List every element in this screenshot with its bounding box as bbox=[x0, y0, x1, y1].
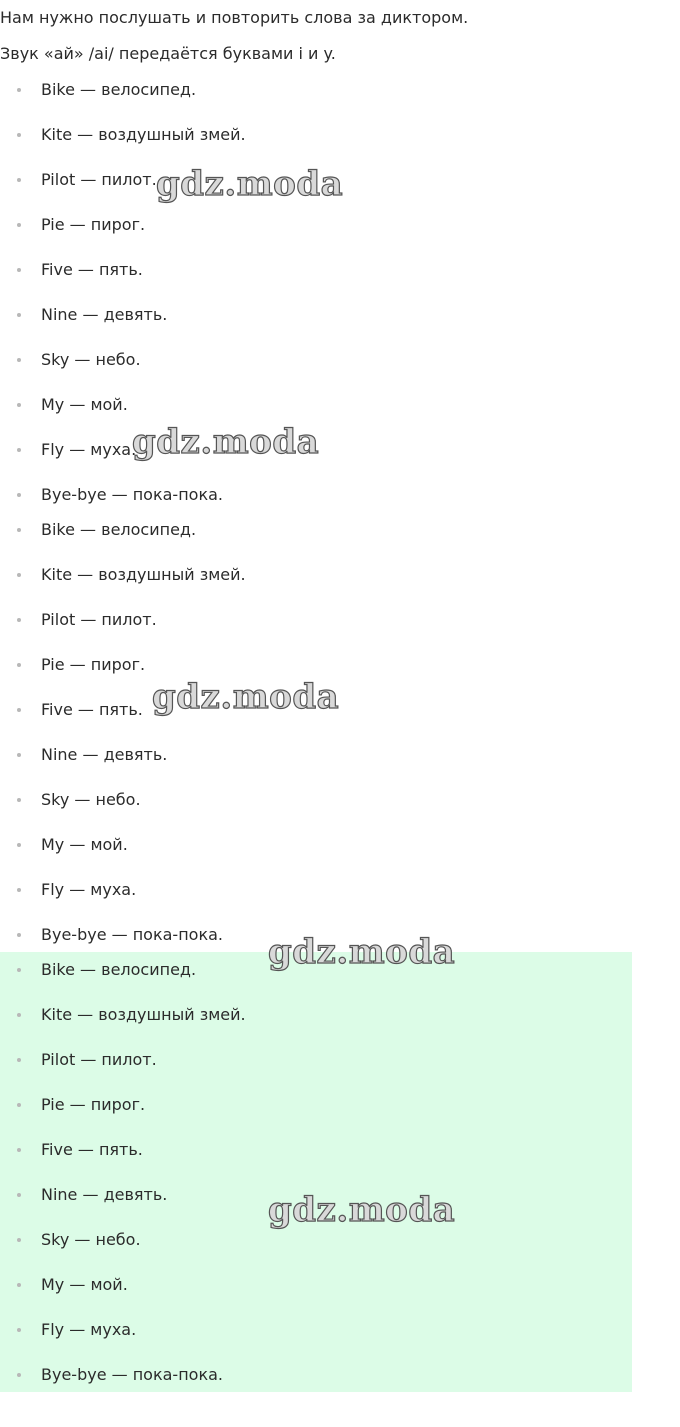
list-item-text: Bye-bye — пока-пока. bbox=[41, 1365, 223, 1384]
list-item-text: Fly — муха. bbox=[41, 1320, 137, 1339]
list-item-text: Bye-bye — пока-пока. bbox=[41, 925, 223, 944]
list-item-text: Pie — пирог. bbox=[41, 655, 146, 674]
list-item-text: Nine — девять. bbox=[41, 1185, 168, 1204]
list-item-text: Pilot — пилот. bbox=[41, 610, 157, 629]
list-item-text: Bike — велосипед. bbox=[41, 960, 197, 979]
bullet-icon bbox=[17, 1058, 21, 1062]
watermark-logo: gdz.moda bbox=[132, 422, 320, 462]
bullet-icon bbox=[17, 133, 21, 137]
bullet-icon bbox=[17, 358, 21, 362]
bullet-icon bbox=[17, 313, 21, 317]
list-item-text: Pilot — пилот. bbox=[41, 1050, 157, 1069]
list-item-text: Pilot — пилот. bbox=[41, 170, 157, 189]
bullet-icon bbox=[17, 528, 21, 532]
bullet-icon bbox=[17, 753, 21, 757]
list-item-text: Fly — муха. bbox=[41, 440, 137, 459]
list-item-text: Pie — пирог. bbox=[41, 215, 146, 234]
bullet-icon bbox=[17, 1283, 21, 1287]
bullet-icon bbox=[17, 88, 21, 92]
bullet-icon bbox=[17, 663, 21, 667]
list-item-text: Bike — велосипед. bbox=[41, 520, 197, 539]
bullet-icon bbox=[17, 708, 21, 712]
list-item-text: Fly — муха. bbox=[41, 880, 137, 899]
list-item-text: My — мой. bbox=[41, 395, 128, 414]
bullet-icon bbox=[17, 1148, 21, 1152]
list-item-text: Five — пять. bbox=[41, 700, 143, 719]
bullet-icon bbox=[17, 1328, 21, 1332]
list-item-text: Five — пять. bbox=[41, 1140, 143, 1159]
list-item-text: My — мой. bbox=[41, 1275, 128, 1294]
list-item-text: Sky — небо. bbox=[41, 350, 141, 369]
bullet-icon bbox=[17, 1373, 21, 1377]
bullet-icon bbox=[17, 1013, 21, 1017]
bullet-icon bbox=[17, 618, 21, 622]
watermark-logo: gdz.moda bbox=[152, 677, 340, 717]
list-item-text: Nine — девять. bbox=[41, 305, 168, 324]
bullet-icon bbox=[17, 268, 21, 272]
bullet-icon bbox=[17, 798, 21, 802]
bullet-icon bbox=[17, 1193, 21, 1197]
watermark-logo: gdz.moda bbox=[156, 164, 344, 204]
list-item-text: Kite — воздушный змей. bbox=[41, 565, 246, 584]
bullet-icon bbox=[17, 403, 21, 407]
intro-instruction: Нам нужно послушать и повторить слова за диктором. bbox=[0, 8, 469, 27]
list-item-text: Sky — небо. bbox=[41, 790, 141, 809]
bullet-icon bbox=[17, 493, 21, 497]
bullet-icon bbox=[17, 448, 21, 452]
list-item-text: My — мой. bbox=[41, 835, 128, 854]
bullet-icon bbox=[17, 888, 21, 892]
list-item-text: Bike — велосипед. bbox=[41, 80, 197, 99]
intro-sound-rule: Звук «ай» /ai/ передаётся буквами i и y. bbox=[0, 44, 336, 63]
watermark-logo: gdz.moda bbox=[268, 932, 456, 972]
list-item-text: Sky — небо. bbox=[41, 1230, 141, 1249]
bullet-icon bbox=[17, 223, 21, 227]
bullet-icon bbox=[17, 1103, 21, 1107]
list-item-text: Nine — девять. bbox=[41, 745, 168, 764]
watermark-logo: gdz.moda bbox=[268, 1190, 456, 1230]
bullet-icon bbox=[17, 573, 21, 577]
list-item-text: Kite — воздушный змей. bbox=[41, 125, 246, 144]
list-item-text: Bye-bye — пока-пока. bbox=[41, 485, 223, 504]
list-item-text: Pie — пирог. bbox=[41, 1095, 146, 1114]
bullet-icon bbox=[17, 843, 21, 847]
list-item-text: Kite — воздушный змей. bbox=[41, 1005, 246, 1024]
bullet-icon bbox=[17, 968, 21, 972]
bullet-icon bbox=[17, 1238, 21, 1242]
bullet-icon bbox=[17, 178, 21, 182]
list-item-text: Five — пять. bbox=[41, 260, 143, 279]
bullet-icon bbox=[17, 933, 21, 937]
